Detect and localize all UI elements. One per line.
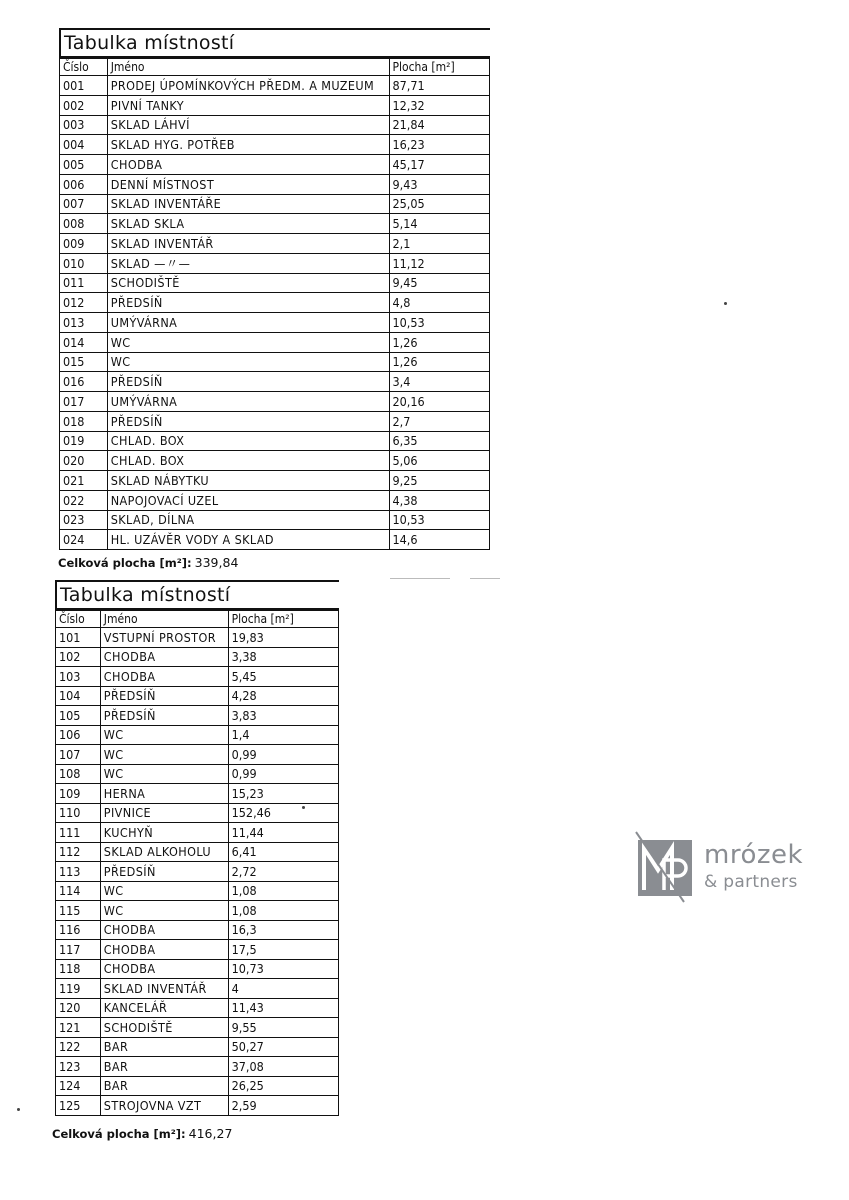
room-number-cell: 109	[56, 784, 101, 804]
table-title: Tabulka místností	[59, 30, 490, 58]
room-number-cell: 009	[60, 234, 108, 254]
room-number-cell: 019	[60, 431, 108, 451]
room-name-cell: WC	[100, 901, 228, 921]
total-area-value: 416,27	[188, 1126, 233, 1141]
room-area-cell: 6,35	[389, 431, 490, 451]
room-name-cell: PIVNÍ TANKY	[107, 95, 389, 115]
table-row	[60, 372, 490, 392]
room-number-cell: 011	[60, 273, 108, 293]
room-number-cell: 119	[56, 979, 101, 999]
scan-artifact	[470, 578, 500, 579]
room-number-cell: 110	[56, 803, 101, 823]
table-row	[56, 647, 339, 667]
room-number-cell: 103	[56, 667, 101, 687]
room-area-cell: 2,59	[228, 1096, 338, 1116]
room-name-cell: PŘEDSÍŇ	[100, 686, 228, 706]
table-row	[60, 392, 490, 412]
room-number-cell: 124	[56, 1076, 101, 1096]
table-row	[60, 510, 490, 530]
column-header-name: Jméno	[100, 611, 228, 628]
room-name-cell: WC	[100, 764, 228, 784]
room-area-cell: 10,73	[228, 959, 338, 979]
room-area-cell: 6,41	[228, 842, 338, 862]
table-title: Tabulka místností	[55, 582, 339, 610]
room-area-cell: 20,16	[389, 392, 490, 412]
room-area-cell: 9,55	[228, 1018, 338, 1038]
scan-artifact	[390, 578, 450, 579]
room-area-cell: 1,4	[228, 725, 338, 745]
room-table-basement	[55, 580, 339, 1116]
room-number-cell: 003	[60, 115, 108, 135]
room-number-cell: 005	[60, 155, 108, 175]
table-row	[56, 745, 339, 765]
room-area-cell: 0,99	[228, 745, 338, 765]
table-row	[60, 530, 490, 550]
table-row	[56, 998, 339, 1018]
room-name-cell: SKLAD ALKOHOLU	[100, 842, 228, 862]
room-area-cell: 9,45	[389, 273, 490, 293]
room-name-cell: HERNA	[100, 784, 228, 804]
room-number-cell: 004	[60, 135, 108, 155]
room-area-cell: 1,26	[389, 352, 490, 372]
room-area-cell: 2,1	[389, 234, 490, 254]
column-header-number: Číslo	[56, 611, 101, 628]
room-area-cell: 19,83	[228, 628, 338, 648]
room-name-cell: SKLAD SKLA	[107, 214, 389, 234]
scan-speck	[302, 806, 305, 809]
room-number-cell: 014	[60, 332, 108, 352]
room-number-cell: 123	[56, 1057, 101, 1077]
room-number-cell: 015	[60, 352, 108, 372]
room-name-cell: KUCHYŇ	[100, 823, 228, 843]
room-number-cell: 022	[60, 490, 108, 510]
room-number-cell: 108	[56, 764, 101, 784]
room-area-cell: 11,12	[389, 253, 490, 273]
room-area-cell: 25,05	[389, 194, 490, 214]
mp-monogram-icon	[634, 830, 696, 904]
room-name-cell: WC	[100, 881, 228, 901]
room-name-cell: WC	[107, 352, 389, 372]
room-area-cell: 1,26	[389, 332, 490, 352]
total-area-label: Celková plocha [m²]:	[58, 556, 192, 570]
room-area-cell: 10,53	[389, 313, 490, 333]
room-name-cell: NAPOJOVACÍ UZEL	[107, 490, 389, 510]
table-row	[56, 667, 339, 687]
column-header-area: Plocha [m²]	[228, 611, 338, 628]
room-area-cell: 4,28	[228, 686, 338, 706]
room-name-cell: SCHODIŠTĚ	[100, 1018, 228, 1038]
room-number-cell: 016	[60, 372, 108, 392]
room-name-cell: SKLAD INVENTÁŘ	[100, 979, 228, 999]
room-area-cell: 14,6	[389, 530, 490, 550]
room-name-cell: UMÝVÁRNA	[107, 392, 389, 412]
room-number-cell: 104	[56, 686, 101, 706]
table-row	[56, 862, 339, 882]
table-row	[60, 352, 490, 372]
room-area-cell: 15,23	[228, 784, 338, 804]
room-area-cell: 10,53	[389, 510, 490, 530]
room-number-cell: 121	[56, 1018, 101, 1038]
table-body	[56, 628, 339, 1116]
room-number-cell: 018	[60, 411, 108, 431]
room-area-cell: 1,08	[228, 881, 338, 901]
table-row	[56, 1018, 339, 1038]
column-header-name: Jméno	[107, 59, 389, 76]
room-number-cell: 006	[60, 174, 108, 194]
table-row	[56, 686, 339, 706]
room-number-cell: 106	[56, 725, 101, 745]
room-area-cell: 50,27	[228, 1037, 338, 1057]
room-name-cell: PIVNICE	[100, 803, 228, 823]
table-row	[60, 214, 490, 234]
room-number-cell: 008	[60, 214, 108, 234]
room-number-cell: 020	[60, 451, 108, 471]
room-name-cell: CHODBA	[100, 940, 228, 960]
room-name-cell: SCHODIŠTĚ	[107, 273, 389, 293]
room-number-cell: 102	[56, 647, 101, 667]
room-area-cell: 9,43	[389, 174, 490, 194]
table-row	[60, 273, 490, 293]
table-row	[60, 451, 490, 471]
room-number-cell: 125	[56, 1096, 101, 1116]
room-number-cell: 101	[56, 628, 101, 648]
room-table-ground-floor	[59, 28, 490, 550]
total-area	[52, 1126, 232, 1141]
room-name-cell: BAR	[100, 1057, 228, 1077]
room-area-cell: 87,71	[389, 76, 490, 96]
column-header-area: Plocha [m²]	[389, 59, 490, 76]
room-name-cell: WC	[100, 725, 228, 745]
room-name-cell: PRODEJ ÚPOMÍNKOVÝCH PŘEDM. A MUZEUM	[107, 76, 389, 96]
table-header-row	[56, 611, 339, 628]
room-name-cell: SKLAD NÁBYTKU	[107, 471, 389, 491]
room-area-cell: 5,14	[389, 214, 490, 234]
room-name-cell: SKLAD, DÍLNA	[107, 510, 389, 530]
room-name-cell: KANCELÁŘ	[100, 998, 228, 1018]
room-area-cell: 12,32	[389, 95, 490, 115]
room-area-cell: 3,83	[228, 706, 338, 726]
rooms-table	[55, 610, 339, 1116]
room-number-cell: 120	[56, 998, 101, 1018]
logo-text-partners: & partners	[704, 872, 798, 892]
room-name-cell: CHODBA	[100, 667, 228, 687]
room-name-cell: SKLAD INVENTÁŘE	[107, 194, 389, 214]
room-area-cell: 5,06	[389, 451, 490, 471]
room-number-cell: 002	[60, 95, 108, 115]
table-row	[60, 313, 490, 333]
room-area-cell: 16,23	[389, 135, 490, 155]
table-row	[56, 706, 339, 726]
room-number-cell: 007	[60, 194, 108, 214]
room-number-cell: 024	[60, 530, 108, 550]
room-area-cell: 11,44	[228, 823, 338, 843]
column-header-number: Číslo	[60, 59, 108, 76]
room-area-cell: 45,17	[389, 155, 490, 175]
room-name-cell: CHODBA	[100, 920, 228, 940]
room-name-cell: CHODBA	[100, 647, 228, 667]
room-area-cell: 1,08	[228, 901, 338, 921]
table-row	[60, 174, 490, 194]
rooms-table	[59, 58, 490, 550]
room-name-cell: STROJOVNA VZT	[100, 1096, 228, 1116]
room-area-cell: 17,5	[228, 940, 338, 960]
table-row	[56, 881, 339, 901]
table-row	[56, 1096, 339, 1116]
room-area-cell: 37,08	[228, 1057, 338, 1077]
table-row	[56, 1076, 339, 1096]
table-row	[60, 234, 490, 254]
room-name-cell: CHLAD. BOX	[107, 451, 389, 471]
table-row	[56, 959, 339, 979]
room-area-cell: 0,99	[228, 764, 338, 784]
room-area-cell: 21,84	[389, 115, 490, 135]
room-name-cell: SKLAD HYG. POTŘEB	[107, 135, 389, 155]
room-number-cell: 111	[56, 823, 101, 843]
total-area-label: Celková plocha [m²]:	[52, 1127, 186, 1141]
table-row	[56, 920, 339, 940]
table-row	[56, 842, 339, 862]
table-row	[56, 628, 339, 648]
room-area-cell: 26,25	[228, 1076, 338, 1096]
room-name-cell: PŘEDSÍŇ	[107, 293, 389, 313]
room-name-cell: CHLAD. BOX	[107, 431, 389, 451]
room-number-cell: 114	[56, 881, 101, 901]
table-row	[60, 490, 490, 510]
table-row	[60, 431, 490, 451]
room-name-cell: PŘEDSÍŇ	[107, 411, 389, 431]
total-area-value: 339,84	[194, 555, 239, 570]
room-name-cell: SKLAD —〃—	[107, 253, 389, 273]
room-number-cell: 113	[56, 862, 101, 882]
room-number-cell: 001	[60, 76, 108, 96]
room-number-cell: 116	[56, 920, 101, 940]
table-row	[60, 411, 490, 431]
room-number-cell: 021	[60, 471, 108, 491]
room-area-cell: 9,25	[389, 471, 490, 491]
table-row	[56, 940, 339, 960]
room-name-cell: SKLAD LÁHVÍ	[107, 115, 389, 135]
room-area-cell: 4	[228, 979, 338, 999]
total-area	[58, 555, 238, 570]
room-area-cell: 11,43	[228, 998, 338, 1018]
room-number-cell: 013	[60, 313, 108, 333]
table-row	[60, 332, 490, 352]
table-body	[60, 76, 490, 550]
room-name-cell: CHODBA	[100, 959, 228, 979]
room-area-cell: 16,3	[228, 920, 338, 940]
table-row	[60, 95, 490, 115]
room-area-cell: 2,72	[228, 862, 338, 882]
table-row	[60, 76, 490, 96]
room-number-cell: 115	[56, 901, 101, 921]
table-row	[60, 115, 490, 135]
table-row	[56, 979, 339, 999]
room-number-cell: 023	[60, 510, 108, 530]
room-name-cell: CHODBA	[107, 155, 389, 175]
room-name-cell: PŘEDSÍŇ	[107, 372, 389, 392]
room-name-cell: PŘEDSÍŇ	[100, 862, 228, 882]
room-number-cell: 118	[56, 959, 101, 979]
room-number-cell: 112	[56, 842, 101, 862]
table-header-row	[60, 59, 490, 76]
room-name-cell: WC	[107, 332, 389, 352]
table-row	[56, 784, 339, 804]
room-area-cell: 152,46	[228, 803, 338, 823]
scan-speck	[17, 1108, 20, 1111]
room-name-cell: PŘEDSÍŇ	[100, 706, 228, 726]
room-number-cell: 107	[56, 745, 101, 765]
room-number-cell: 012	[60, 293, 108, 313]
table-row	[56, 823, 339, 843]
table-row	[60, 253, 490, 273]
table-row	[56, 764, 339, 784]
room-name-cell: UMÝVÁRNA	[107, 313, 389, 333]
logo-text-name: mrózek	[704, 840, 804, 870]
room-number-cell: 010	[60, 253, 108, 273]
room-area-cell: 3,38	[228, 647, 338, 667]
scan-speck	[724, 302, 727, 305]
room-area-cell: 5,45	[228, 667, 338, 687]
table-row	[60, 293, 490, 313]
room-name-cell: BAR	[100, 1037, 228, 1057]
room-name-cell: BAR	[100, 1076, 228, 1096]
room-number-cell: 105	[56, 706, 101, 726]
room-name-cell: HL. UZÁVĚR VODY A SKLAD	[107, 530, 389, 550]
table-row	[56, 803, 339, 823]
table-row	[56, 901, 339, 921]
room-area-cell: 3,4	[389, 372, 490, 392]
company-logo	[634, 826, 824, 906]
table-row	[56, 1057, 339, 1077]
room-number-cell: 117	[56, 940, 101, 960]
room-area-cell: 4,8	[389, 293, 490, 313]
table-row	[60, 135, 490, 155]
table-row	[56, 1037, 339, 1057]
table-row	[60, 471, 490, 491]
table-row	[56, 725, 339, 745]
room-area-cell: 2,7	[389, 411, 490, 431]
room-name-cell: SKLAD INVENTÁŘ	[107, 234, 389, 254]
room-number-cell: 122	[56, 1037, 101, 1057]
room-name-cell: DENNÍ MÍSTNOST	[107, 174, 389, 194]
room-number-cell: 017	[60, 392, 108, 412]
table-row	[60, 194, 490, 214]
room-area-cell: 4,38	[389, 490, 490, 510]
room-name-cell: WC	[100, 745, 228, 765]
room-name-cell: VSTUPNÍ PROSTOR	[100, 628, 228, 648]
table-row	[60, 155, 490, 175]
